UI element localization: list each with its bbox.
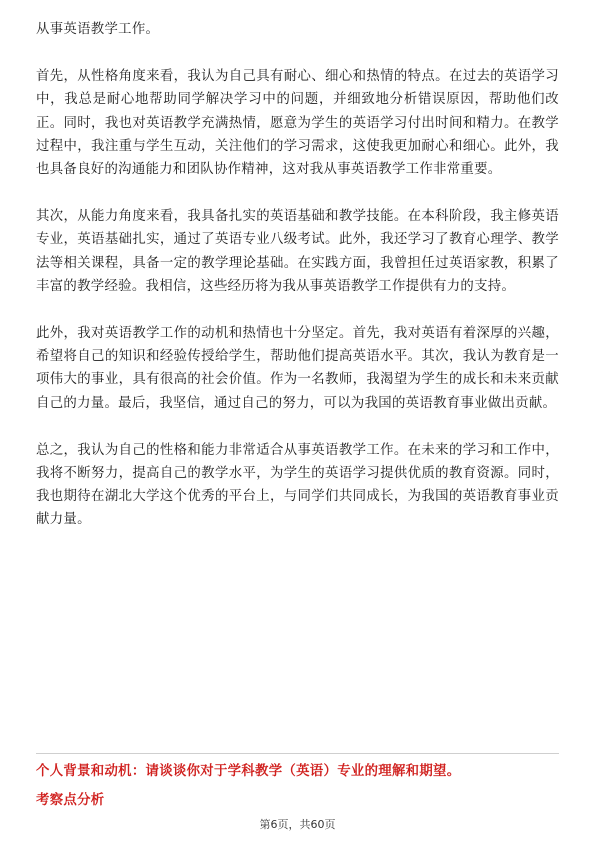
paragraph-ability: 其次，从能力角度来看，我具备扎实的英语基础和教学技能。在本科阶段，我主修英语专业，英语基础扎实，通过了英语专业八级考试。此外，我还学习了教育心理学、教学法等相关课程，具备一定的教学理论基础。在实践方面，我曾担任过英语家教，积累了丰富的教学经验。我相信，这些经历将为我从事英语教学工作提供有力的支持。	[36, 209, 559, 294]
section-divider	[36, 753, 559, 754]
document-body	[36, 18, 559, 532]
paragraph-spacer	[36, 41, 559, 65]
paragraph-spacer	[36, 415, 559, 439]
paragraph-conclusion: 总之，我认为自己的性格和能力非常适合从事英语教学工作。在未来的学习和工作中，我将不断努力，提高自己的教学水平，为学生的英语学习提供优质的教育资源。同时，我也期待在湖北大学这个优秀的平台上，与同学们共同成长，为我国的英语教育事业贡献力量。	[36, 442, 559, 528]
paragraph-motivation: 此外，我对英语教学工作的动机和热情也十分坚定。首先，我对英语有着深厚的兴趣，希望将自己的知识和经验传授给学生，帮助他们提高英语水平。其次，我认为教育是一项伟大的事业，具有很高的社会价值。作为一名教师，我渴望为学生的成长和未来贡献自己的力量。最后，我坚信，通过自己的努力，可以为我国的英语教育事业做出贡献。	[36, 326, 559, 411]
paragraph-personality: 首先，从性格角度来看，我认为自己具有耐心、细心和热情的特点。在过去的英语学习中，我总是耐心地帮助同学解决学习中的问题，并细致地分析错误原因，帮助他们改正。同时，我也对英语教学充满热情，愿意为学生的英语学习付出时间和精力。在教学过程中，我注重与学生互动，关注他们的学习需求，这使我更加耐心和细心。此外，我也具备良好的沟通能力和团队协作精神，这对我从事英语教学工作非常重要。	[36, 69, 559, 178]
paragraph-intro-continuation: 从事英语教学工作。	[36, 22, 160, 37]
paragraph-spacer	[36, 298, 559, 322]
interview-question: 个人背景和动机：请谈谈你对于学科教学（英语）专业的理解和期望。	[36, 764, 461, 779]
page-number: 第6页，共60页	[259, 818, 336, 831]
paragraph-spacer	[36, 181, 559, 205]
analysis-heading: 考察点分析	[36, 793, 105, 808]
